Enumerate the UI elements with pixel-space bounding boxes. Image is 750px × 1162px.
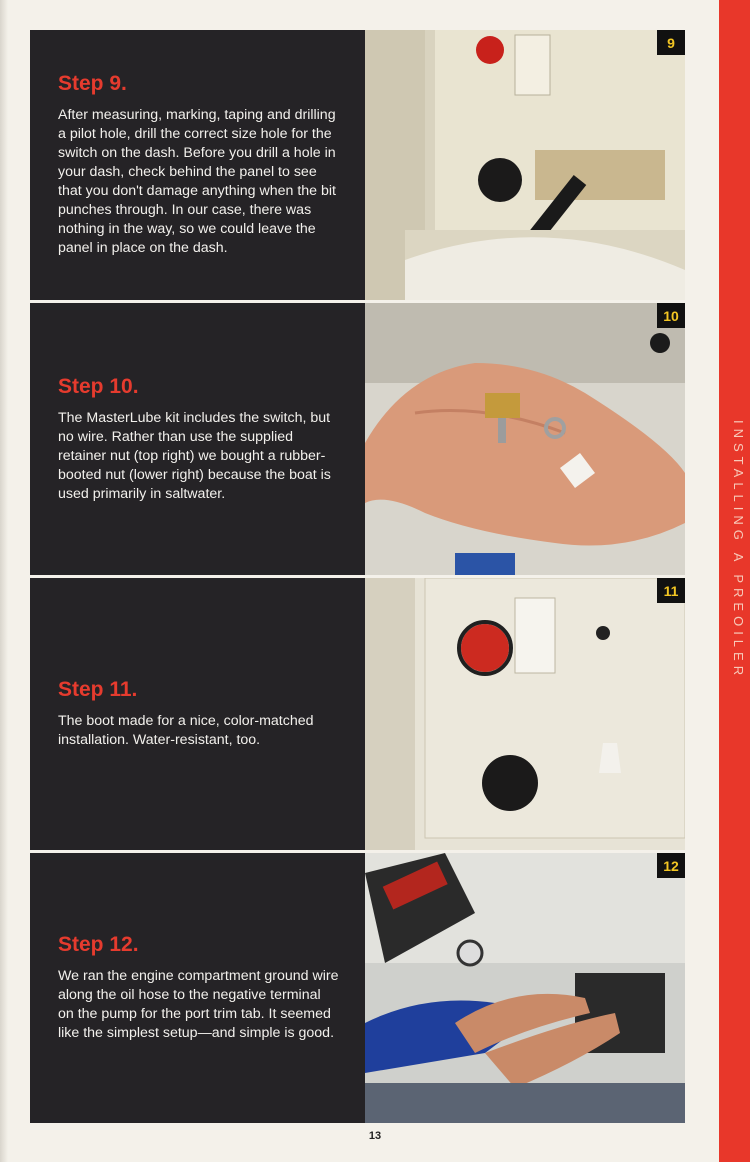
step-12-panel [30, 853, 685, 1123]
step-11-text [30, 578, 365, 850]
step-11-title: Step 11. [58, 678, 138, 701]
step-10-badge: 10 [657, 303, 685, 328]
step-10-title: Step 10. [58, 374, 139, 398]
step-9-text [30, 30, 365, 300]
step-9-photo [365, 30, 685, 300]
step-10-photo [365, 303, 685, 575]
step-10-body: The MasterLube kit includes the switch, but no wire. Rather than use the supplied retainer nut (top right) we bought a rubber-booted nut (lower right) because the boat is used primarily in saltwater. [58, 409, 331, 502]
step-11-badge: 11 [657, 578, 685, 603]
step-12-photo [365, 853, 685, 1123]
step-10-panel [30, 303, 685, 575]
step-9-panel [30, 30, 685, 300]
step-9-body: After measuring, marking, taping and drilling a pilot hole, drill the correct size hole for the switch on the dash. Before you drill a hole in your dash, check behind the panel to see that you don't damage anything when the bit punches through. In our case, there was nothing in the way, so we could leave the panel in place on the dash. [58, 107, 336, 256]
step-12-title: Step 12. [58, 933, 139, 956]
step-9-badge: 9 [657, 30, 685, 55]
step-11-panel [30, 578, 685, 850]
sidebar-label: INSTALLING A PREOILER [731, 420, 746, 681]
step-12-badge: 12 [657, 853, 685, 878]
page-edge [0, 0, 8, 1162]
step-12-text [30, 853, 365, 1123]
step-9-title: Step 9. [58, 72, 127, 95]
step-11-body: The boot made for a nice, color-matched installation. Water-resistant, too. [58, 713, 314, 748]
step-11-photo [365, 578, 685, 850]
page-number: 13 [368, 1130, 382, 1142]
step-12-body: We ran the engine compartment ground wire along the oil hose to the negative terminal on the pump for the port trim tab. It seemed like the simplest setup—and simple is good. [58, 968, 339, 1041]
step-10-text [30, 303, 365, 575]
